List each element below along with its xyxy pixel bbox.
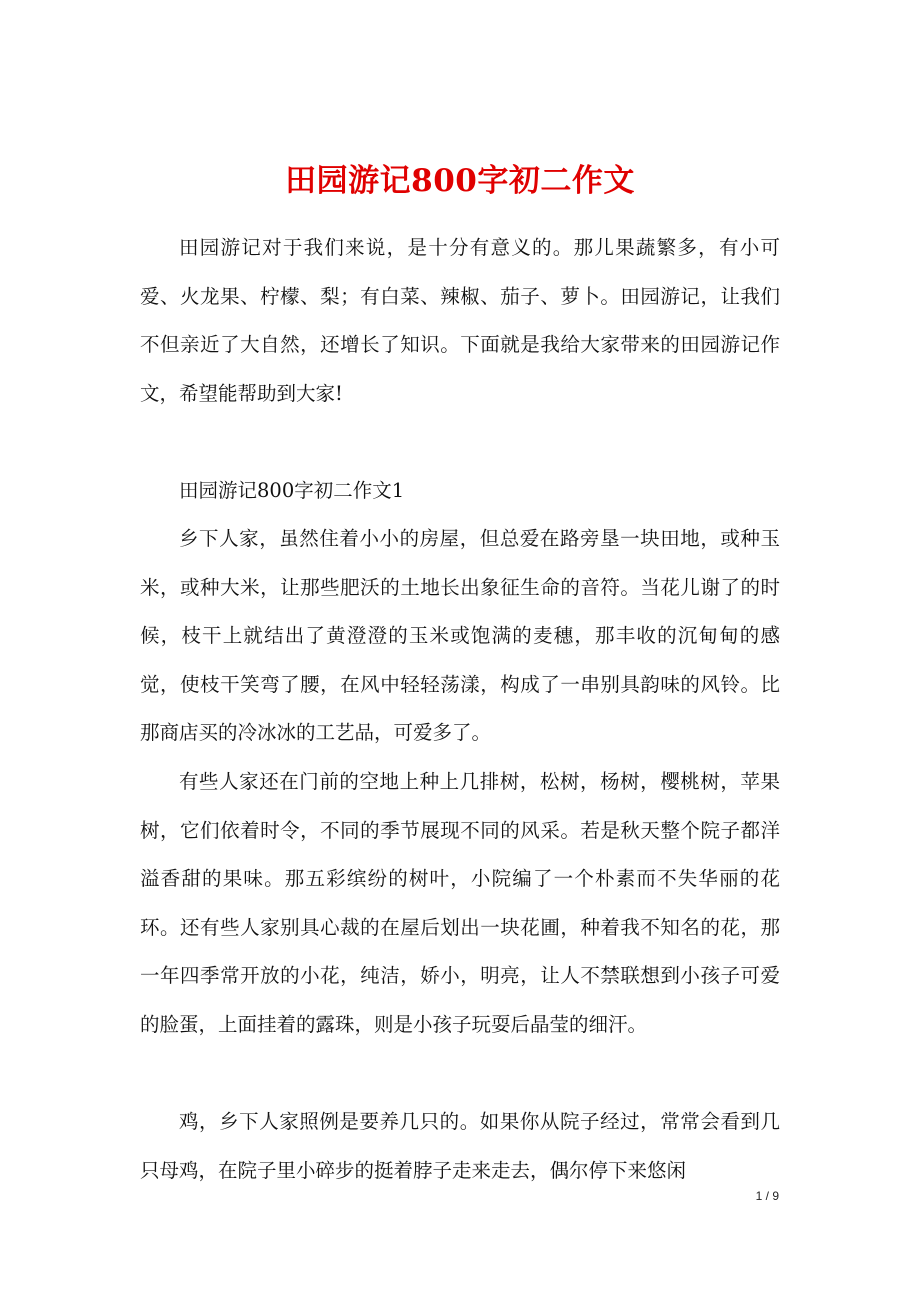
- body-paragraph-3: 鸡，乡下人家照例是要养几只的。如果你从院子经过，常常会看到几只母鸡，在院子里小碎步的挺着脖子走来走去，偶尔停下来悠闲: [140, 1110, 780, 1182]
- page-number: 1 / 9: [755, 1189, 779, 1203]
- body-paragraph-1: 乡下人家，虽然住着小小的房屋，但总爱在路旁垦一块田地，或种玉米，或种大米，让那些肥沃的土地长出象征生命的音符。当花儿谢了的时候，枝干上就结出了黄澄澄的玉米或饱满的麦穗，那丰收的沉甸甸的感觉，使枝干笑弯了腰，在风中轻轻荡漾，构成了一串别具韵味的风铃。比那商店买的冷冰冰的工艺品，可爱多了。: [140, 527, 780, 745]
- intro-paragraph: 田园游记对于我们来说，是十分有意义的。那儿果蔬繁多，有小可爱、火龙果、柠檬、梨；有白菜、辣椒、茄子、萝卜。田园游记，让我们不但亲近了大自然，还增长了知识。下面就是我给大家带来的田园游记作文，希望能帮助到大家!: [140, 236, 780, 405]
- section-heading: 田园游记800字初二作文1: [179, 479, 405, 502]
- body-paragraph-2: 有些人家还在门前的空地上种上几排树，松树，杨树，樱桃树，苹果树，它们依着时令，不同的季节展现不同的风采。若是秋天整个院子都洋溢香甜的果味。那五彩缤纷的树叶，小院编了一个朴素而不失华丽的花环。还有些人家别具心裁的在屋后划出一块花圃，种着我不知名的花，那一年四季常开放的小花，纯洁，娇小，明亮，让人不禁联想到小孩子可爱的脸蛋，上面挂着的露珠，则是小孩子玩耍后晶莹的细汗。: [140, 770, 780, 1036]
- document-title: 田园游记800字初二作文: [285, 162, 635, 199]
